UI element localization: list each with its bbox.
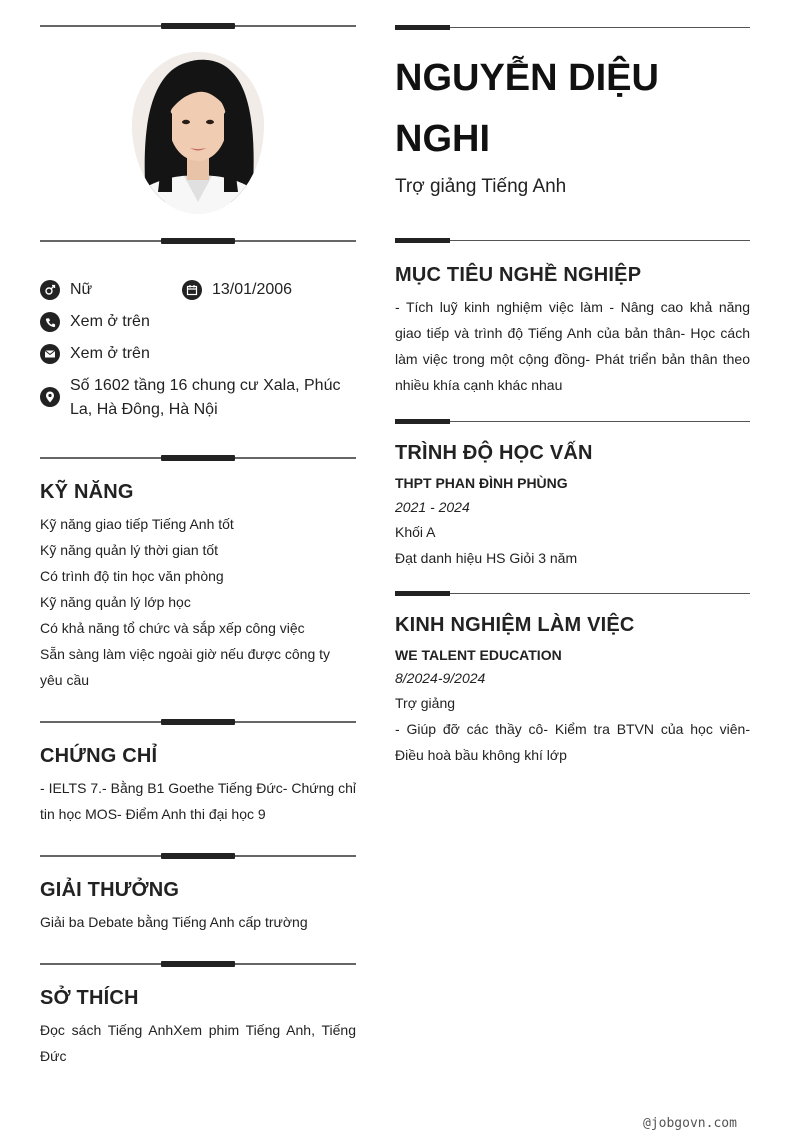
education-description: Đạt danh hiệu HS Giỏi 3 năm bbox=[395, 550, 578, 566]
hobbies-text: Đọc sách Tiếng AnhXem phim Tiếng Anh, Tiếng Đức bbox=[40, 1022, 356, 1064]
skill-item: Kỹ năng quản lý thời gian tốt bbox=[40, 542, 219, 558]
section-divider bbox=[395, 593, 750, 594]
school-name: THPT PHAN ĐÌNH PHÙNG bbox=[395, 475, 568, 491]
address-value: Số 1602 tầng 16 chung cư Xala, Phúc La, Hà Đông, Hà Nội bbox=[70, 377, 341, 418]
section-divider bbox=[40, 240, 356, 242]
phone-row bbox=[40, 310, 150, 334]
job-title: Trợ giảng Tiếng Anh bbox=[395, 176, 567, 197]
skill-item: Có khả năng tổ chức và sắp xếp công việc bbox=[40, 620, 305, 636]
email-value: Xem ở trên bbox=[70, 345, 150, 362]
gender-icon bbox=[40, 280, 60, 300]
experience-role: Trợ giảng bbox=[395, 695, 456, 711]
certificates-text: - IELTS 7.- Bằng B1 Goethe Tiếng Đức- Chứng chỉ tin học MOS- Điểm Anh thi đại học 9 bbox=[40, 780, 356, 822]
skill-item: Sẵn sàng làm việc ngoài giờ nếu được công ty yêu cầu bbox=[40, 646, 331, 688]
gender-row bbox=[40, 278, 92, 302]
phone-icon bbox=[40, 312, 60, 332]
education-details bbox=[395, 471, 750, 571]
hobbies-title: SỞ THÍCH bbox=[40, 987, 139, 1009]
skill-item: Có trình độ tin học văn phòng bbox=[40, 568, 224, 584]
location-pin-icon bbox=[40, 387, 60, 407]
education-period: 2021 - 2024 bbox=[395, 499, 470, 515]
section-divider bbox=[40, 855, 356, 857]
candidate-name: NGUYỄN DIỆU NGHI bbox=[395, 57, 659, 160]
section-divider bbox=[395, 27, 750, 28]
birthday-value: 13/01/2006 bbox=[212, 281, 293, 298]
skill-item: Kỹ năng giao tiếp Tiếng Anh tốt bbox=[40, 516, 234, 532]
skills-list bbox=[40, 511, 356, 693]
experience-details bbox=[395, 644, 750, 768]
company-name: WE TALENT EDUCATION bbox=[395, 647, 562, 663]
education-title: TRÌNH ĐỘ HỌC VẤN bbox=[395, 442, 593, 464]
gender-value: Nữ bbox=[70, 281, 93, 298]
experience-period: 8/2024-9/2024 bbox=[395, 670, 486, 686]
phone-value: Xem ở trên bbox=[70, 313, 150, 330]
address-row bbox=[40, 374, 350, 422]
birthday-row bbox=[182, 278, 292, 302]
certificates-title: CHỨNG CHỈ bbox=[40, 745, 158, 767]
experience-title: KINH NGHIỆM LÀM VIỆC bbox=[395, 614, 635, 636]
profile-photo bbox=[132, 52, 264, 214]
experience-description: - Giúp đỡ các thầy cô- Kiểm tra BTVN của học viên- Điều hoà bầu không khí lớp bbox=[395, 721, 750, 763]
skill-item: Kỹ năng quản lý lớp học bbox=[40, 594, 191, 610]
awards-text: Giải ba Debate bằng Tiếng Anh cấp trường bbox=[40, 914, 308, 930]
watermark-brand: @jobgovn.com bbox=[643, 1116, 737, 1131]
section-divider bbox=[40, 963, 356, 965]
skills-title: KỸ NĂNG bbox=[40, 481, 134, 503]
objective-text: - Tích luỹ kinh nghiệm việc làm - Nâng cao khả năng giao tiếp và trình độ Tiếng Anh của bản thân- Học cách làm việc trong một cộng đồng- Phát triển bản thân theo nhiều khía cạnh khác nhau bbox=[395, 299, 750, 393]
email-icon bbox=[40, 344, 60, 364]
education-major: Khối A bbox=[395, 524, 436, 540]
email-row bbox=[40, 342, 150, 366]
section-divider bbox=[395, 240, 750, 241]
section-divider bbox=[395, 421, 750, 422]
objective-title: MỤC TIÊU NGHỀ NGHIỆP bbox=[395, 264, 642, 286]
section-divider bbox=[40, 721, 356, 723]
section-divider bbox=[40, 457, 356, 459]
calendar-icon bbox=[182, 280, 202, 300]
awards-title: GIẢI THƯỞNG bbox=[40, 879, 180, 901]
section-divider bbox=[40, 25, 356, 27]
